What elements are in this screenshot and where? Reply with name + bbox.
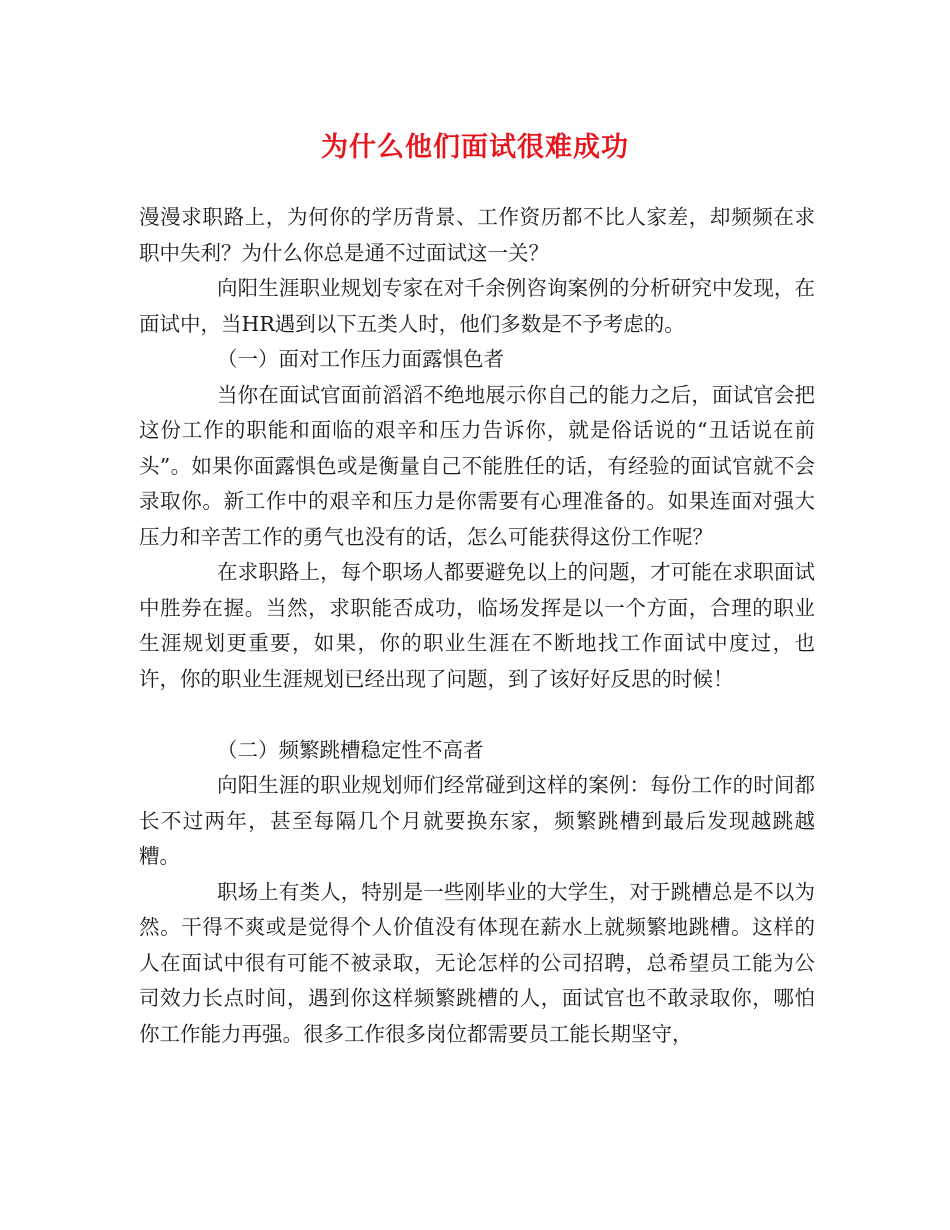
paragraph-advice: 在求职路上，每个职场人都要避免以上的问题，才可能在求职面试中胜券在握。当然，求职能否成功，临场发挥是以一个方面，合理的职业生涯规划更重要，如果，你的职业生涯在不断地找工作面试中度过，也许，你的职业生涯规划已经出现了问题，到了该好好反思的时候！ [139,560,815,691]
document-title: 为什么他们面试很难成功 [321,132,629,163]
section-heading-1: （一）面对工作压力面露惧色者 [217,347,504,371]
section-heading-2: （二）频繁跳槽稳定性不高者 [217,737,484,762]
document-body [139,200,815,1052]
paragraph-job-hopping: 职场上有类人，特别是一些刚毕业的大学生，对于跳槽总是不以为然。干得不爽或是觉得个人价值没有体现在薪水上就频繁地跳槽。这样的人在面试中很有可能不被录取，无论怎样的公司招聘，总希望员工能为公司效力长点时间，遇到你这样频繁跳槽的人，面试官也不敢录取你，哪怕你工作能力再强。很多工作很多岗位都需要员工能长期坚守， [139,879,815,1046]
paragraph-pressure: 当你在面试官面前滔滔不绝地展示你自己的能力之后，面试官会把这份工作的职能和面临的艰辛和压力告诉你，就是俗话说的“丑话说在前头”。如果你面露惧色或是衡量自己不能胜任的话，有经验的面试官就不会录取你。新工作中的艰辛和压力是你需要有心理准备的。如果连面对强大压力和辛苦工作的勇气也没有的话，怎么可能获得这份工作呢？ [139,382,815,549]
paragraph-cases: 向阳生涯的职业规划师们经常碰到这样的案例：每份工作的时间都长不过两年，甚至每隔几个月就要换东家，频繁跳槽到最后发现越跳越糟。 [139,773,815,868]
paragraph-finding: 向阳生涯职业规划专家在对千余例咨询案例的分析研究中发现，在面试中，当HR遇到以下五类人时，他们多数是不予考虑的。 [139,276,815,336]
paragraph-intro: 漫漫求职路上，为何你的学历背景、工作资历都不比人家差，却频频在求职中失利？为什么你总是通不过面试这一关？ [139,205,815,265]
paragraph-spacer [139,697,815,733]
